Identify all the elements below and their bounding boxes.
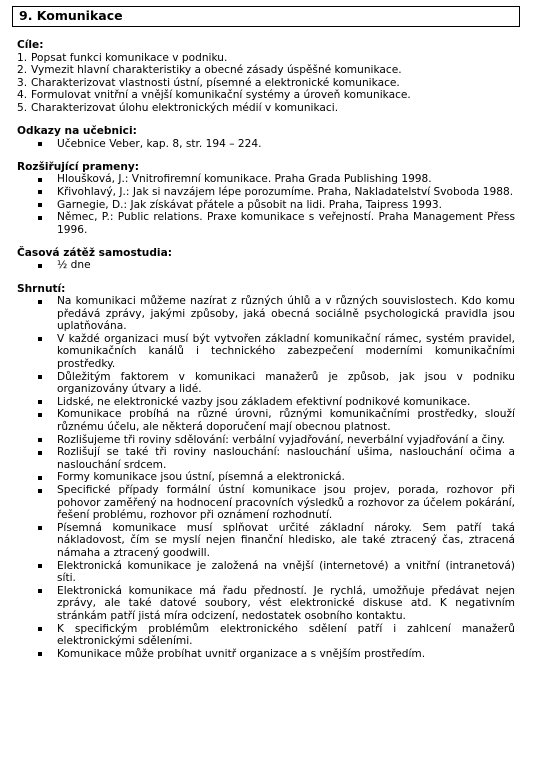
summary-item: K specifickým problémům elektronického sdělení patří i zahlcení manažerů elektronickými sděleními.: [17, 623, 515, 648]
textbook-reference-item: Učebnice Veber, kap. 8, str. 194 – 224.: [17, 138, 515, 151]
goal-item: [17, 89, 515, 102]
goal-item: [17, 102, 515, 115]
goal-item: [17, 77, 515, 90]
textbook-references-list: [17, 138, 515, 151]
goal-number: 5.: [17, 101, 28, 114]
source-item: Křivohlavý, J.: Jak si navzájem lépe porozumíme. Praha, Nakladatelství Svoboda 1988.: [17, 186, 515, 199]
summary-item: Komunikace může probíhat uvnitř organizace a s vnějším prostředím.: [17, 648, 515, 661]
summary-item: Formy komunikace jsou ústní, písemná a elektronická.: [17, 471, 515, 484]
summary-item: Elektronická komunikace má řadu předností. Je rychlá, umožňuje předávat nejen zprávy, ale také datové soubory, vést elektronické diskuse atd. K negativním stránkám patří jistá míra odcizení, nedostatek osobního kontaktu.: [17, 585, 515, 623]
study-time-item: ½ dne: [17, 259, 515, 272]
goal-number: 3.: [17, 76, 28, 89]
goal-text: Popsat funkci komunikace v podniku.: [31, 51, 228, 64]
source-item: Němec, P.: Public relations. Praxe komunikace s veřejností. Praha Management Přess 1996.: [17, 211, 515, 236]
goal-item: [17, 52, 515, 65]
summary-item: Rozlišují se také tři roviny naslouchání: naslouchání ušima, naslouchání očima a naslouchání srdcem.: [17, 446, 515, 471]
extended-sources-heading: Rozšiřující prameny:: [17, 160, 140, 173]
textbook-references-heading: Odkazy na učebnici:: [17, 125, 137, 138]
goal-number: 2.: [17, 64, 28, 77]
summary-item: Elektronická komunikace je založená na vnější (internetové) a vnitřní (intranetová) síti.: [17, 560, 515, 585]
summary-item: Písemná komunikace musí splňovat určité základní nároky. Sem patří taká nákladovost, čím se myslí nejen finanční hledisko, ale také ztracený čas, ztracená námaha a ztracený goodwill.: [17, 522, 515, 560]
summary-heading: Shrnutí:: [17, 282, 66, 295]
summary-item: Důležitým faktorem v komunikaci manažerů je způsob, jak jsou v podniku organizovány útvary a lidé.: [17, 371, 515, 396]
extended-sources-list: [17, 173, 515, 236]
goals-heading: Cíle:: [17, 39, 44, 51]
study-time-heading: Časová zátěž samostudia:: [17, 246, 172, 259]
source-item: Garnegie, D.: Jak získávat přátele a působit na lidi. Praha, Taipress 1993.: [17, 199, 515, 212]
document-content: [17, 39, 515, 660]
summary-item: Rozlišujeme tři roviny sdělování: verbální vyjadřování, neverbální vyjadřování a činy.: [17, 434, 515, 447]
summary-item: Na komunikaci můžeme nazírat z různých úhlů a v různých souvislostech. Kdo komu předává zprávy, jakými způsoby, jaká obecná sociálně psychologická pravidla jsou uplatňována.: [17, 295, 515, 333]
goal-text: Charakterizovat vlastnosti ústní, písemné a elektronické komunikace.: [31, 76, 400, 89]
source-item: Hloušková, J.: Vnitrofiremní komunikace. Praha Grada Publishing 1998.: [17, 173, 515, 186]
page-title: 9. Komunikace: [12, 6, 520, 27]
summary-item: V každé organizaci musí být vytvořen základní komunikační rámec, systém pravidel, komunikačních kanálů i technického zabezpečení moderními komunikačními prostředky.: [17, 333, 515, 371]
goals-list: [17, 52, 515, 115]
summary-item: Specifické případy formální ústní komunikace jsou projev, porada, rozhovor při pohovor zaměřený na hodnocení pracovních výsledků a rozhovor za účelem pokárání, řešení problému, rozhovor při oznámení rozhodnutí.: [17, 484, 515, 522]
summary-item: Lidské, ne elektronické vazby jsou základem efektivní podnikové komunikace.: [17, 396, 515, 409]
goal-number: 1.: [17, 51, 28, 64]
summary-list: [17, 295, 515, 660]
goal-item: [17, 64, 515, 77]
goal-text: Formulovat vnitřní a vnější komunikační systémy a úroveň komunikace.: [31, 89, 411, 102]
goal-text: Vymezit hlavní charakteristiky a obecné zásady úspěšné komunikace.: [31, 64, 402, 77]
goal-text: Charakterizovat úlohu elektronických médií v komunikaci.: [31, 101, 339, 114]
study-time-list: [17, 259, 515, 272]
summary-item: Komunikace probíhá na různé úrovni, různými komunikačními prostředky, slouží různému účelu, ale některá doporučení mají obecnou platnost.: [17, 408, 515, 433]
goal-number: 4.: [17, 89, 28, 102]
